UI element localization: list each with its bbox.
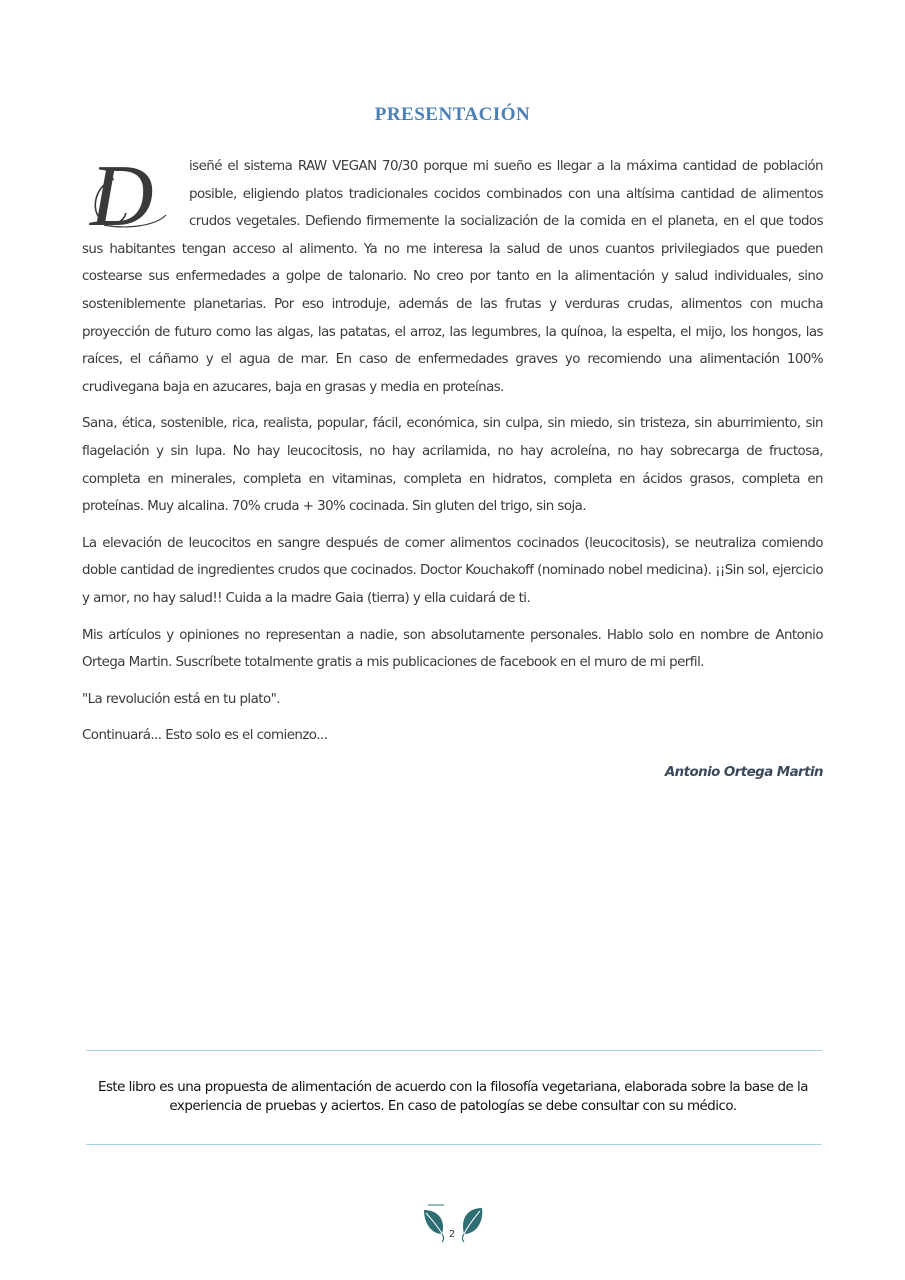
- disclaimer-bottom-rule: [86, 1144, 822, 1145]
- paragraph: La elevación de leucocitos en sangre después de comer alimentos cocinados (leucocitosis), se neutraliza comiendo doble cantidad de ingredientes crudos que cocinados. Doctor Kouchakoff (nominado nobel medicina). ¡¡Sin sol, ejercicio y amor, no hay salud!! Cuida a la madre Gaia (tierra) y ella cuidará de ti.: [82, 535, 823, 606]
- author-signature: Antonio Ortega Martin: [664, 764, 823, 780]
- disclaimer-text: Este libro es una propuesta de alimentación de acuerdo con la filosofía vegetariana, elaborada sobre la base de la experiencia de pruebas y aciertos. En caso de patologías se debe consultar con su médico.: [98, 1080, 808, 1114]
- page-number: 2: [448, 1229, 456, 1240]
- disclaimer-top-rule: [86, 1050, 822, 1051]
- body-text: [82, 153, 823, 795]
- closing-paragraph: Continuará... Esto solo es el comienzo...: [82, 728, 328, 744]
- svg-text:D: D: [90, 155, 154, 235]
- page-title: PRESENTACIÓN: [374, 104, 531, 125]
- paragraph: Sana, ética, sostenible, rica, realista, popular, fácil, económica, sin culpa, sin miedo, sin tristeza, sin aburrimiento, sin flagelación y sin lupa. No hay leucocitosis, no hay acrilamida, no hay acroleína, no hay sobrecarga de fructosa, completa en minerales, completa en vitaminas, completa en hidratos, completa en ácidos grasos, completa en proteínas. Muy alcalina. 70% cruda + 30% cocinada. Sin gluten del trigo, sin soja.: [82, 416, 823, 515]
- dropcap-letter-d: [84, 155, 185, 235]
- quote-paragraph: "La revolución está en tu plato".: [82, 691, 280, 707]
- paragraph-intro: [82, 153, 823, 401]
- paragraph: Mis artículos y opiniones no representan a nadie, son absolutamente personales. Hablo solo en nombre de Antonio Ortega Martin. Suscríbete totalmente gratis a mis publicaciones de facebook en el muro de mi perfil.: [82, 627, 823, 671]
- paragraph-text: iseñé el sistema RAW VEGAN 70/30 porque mi sueño es llegar a la máxima cantidad de población posible, eligiendo platos tradicionales cocidos combinados con una altísima cantidad de alimentos crudos vegetales. Defiendo firmemente la socialización de la comida en el planeta, en el que todos sus habitantes tengan acceso al alimento. Ya no me interesa la salud de unos cuantos privilegiados que pueden costearse sus enfermedades a golpe de talonario. No creo por tanto en la alimentación y salud individuales, sino sosteniblemente planetarias. Por eso introduje, además de las frutas y verduras crudas, alimentos con mucha proyección de futuro como las algas, las patatas, el arroz, las legumbres, la quínoa, la espelta, el mijo, los hongos, las raíces, el cáñamo y el agua de mar. En caso de enfermedades graves yo recomiendo una alimentación 100% crudivegana baja en azucares, baja en grasas y media en proteínas.: [82, 159, 823, 395]
